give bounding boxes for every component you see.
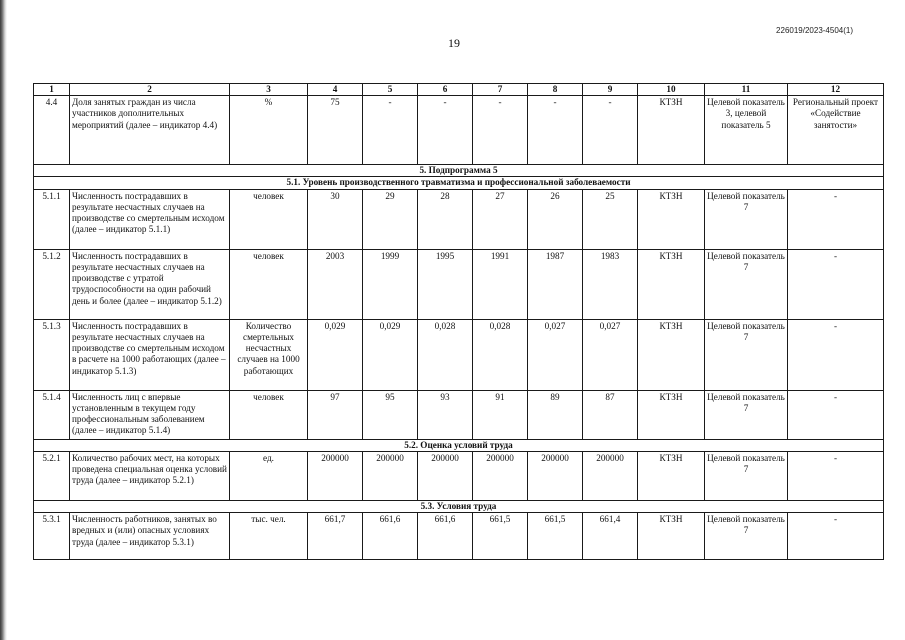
row-number: 4.4 <box>34 96 70 165</box>
unit: Количество смертельных несчастных случаев на 1000 работающих <box>230 319 308 390</box>
value-col-4: 75 <box>308 96 363 165</box>
value-col-9: 25 <box>583 189 638 249</box>
unit: человек <box>230 189 308 249</box>
value-col-4: 200000 <box>308 451 363 500</box>
value-col-9: 200000 <box>583 451 638 500</box>
unit: человек <box>230 390 308 439</box>
value-col-9: 661,4 <box>583 513 638 560</box>
value-col-6: 28 <box>418 189 473 249</box>
value-col-5: 29 <box>363 189 418 249</box>
regional-project: - <box>788 451 884 500</box>
value-col-8: 200000 <box>528 451 583 500</box>
col-header-5: 5 <box>363 84 418 96</box>
col-header-7: 7 <box>473 84 528 96</box>
responsible: КТЗН <box>638 451 705 500</box>
value-col-5: 0,029 <box>363 319 418 390</box>
responsible: КТЗН <box>638 96 705 165</box>
col-header-6: 6 <box>418 84 473 96</box>
value-col-4: 2003 <box>308 249 363 319</box>
indicators-table <box>33 83 884 560</box>
table-row-5-1-1 <box>34 189 884 249</box>
page-number: 19 <box>448 36 460 50</box>
target-indicator: Целевой показатель 7 <box>705 513 788 560</box>
value-col-7: 1991 <box>473 249 528 319</box>
col-header-4: 4 <box>308 84 363 96</box>
row-number: 5.1.4 <box>34 390 70 439</box>
section-row-5-1 <box>34 177 884 189</box>
indicator-name: Численность лиц с впервые установленным в текущем году профессиональным заболеванием (далее – индикатор 5.1.4) <box>70 390 230 439</box>
section-title: 5.1. Уровень производственного травматизма и профессиональной заболеваемости <box>34 177 884 189</box>
target-indicator: Целевой показатель 7 <box>705 390 788 439</box>
value-col-5: - <box>363 96 418 165</box>
value-col-7: - <box>473 96 528 165</box>
value-col-7: 200000 <box>473 451 528 500</box>
value-col-6: 661,6 <box>418 513 473 560</box>
responsible: КТЗН <box>638 189 705 249</box>
section-title: 5.2. Оценка условий труда <box>34 439 884 451</box>
value-col-5: 200000 <box>363 451 418 500</box>
value-col-9: 87 <box>583 390 638 439</box>
value-col-4: 97 <box>308 390 363 439</box>
value-col-9: - <box>583 96 638 165</box>
table-row-5-1-2 <box>34 249 884 319</box>
responsible: КТЗН <box>638 390 705 439</box>
value-col-8: 89 <box>528 390 583 439</box>
value-col-5: 661,6 <box>363 513 418 560</box>
col-header-12: 12 <box>788 84 884 96</box>
responsible: КТЗН <box>638 319 705 390</box>
value-col-8: 0,027 <box>528 319 583 390</box>
value-col-7: 91 <box>473 390 528 439</box>
row-number: 5.2.1 <box>34 451 70 500</box>
value-col-7: 0,028 <box>473 319 528 390</box>
value-col-8: - <box>528 96 583 165</box>
target-indicator: Целевой показатель 7 <box>705 249 788 319</box>
value-col-8: 1987 <box>528 249 583 319</box>
scan-edge-shadow <box>0 0 7 640</box>
responsible: КТЗН <box>638 513 705 560</box>
indicator-name: Количество рабочих мест, на которых проведена специальная оценка условий труда (далее – индикатор 5.2.1) <box>70 451 230 500</box>
col-header-11: 11 <box>705 84 788 96</box>
col-header-1: 1 <box>34 84 70 96</box>
value-col-9: 0,027 <box>583 319 638 390</box>
target-indicator: Целевой показатель 3, целевой показатель 5 <box>705 96 788 165</box>
section-row-5-3 <box>34 500 884 512</box>
indicator-name: Численность пострадавших в результате несчастных случаев на производстве со смертельным исходом в расчете на 1000 работающих (далее – индикатор 5.1.3) <box>70 319 230 390</box>
table-row-5-3-1 <box>34 513 884 560</box>
unit: ед. <box>230 451 308 500</box>
value-col-6: 200000 <box>418 451 473 500</box>
regional-project: Региональный проект «Содействие занятости» <box>788 96 884 165</box>
value-col-4: 30 <box>308 189 363 249</box>
indicator-name: Численность работников, занятых во вредных и (или) опасных условиях труда (далее – индикатор 5.3.1) <box>70 513 230 560</box>
row-number: 5.1.2 <box>34 249 70 319</box>
col-header-9: 9 <box>583 84 638 96</box>
value-col-6: 0,028 <box>418 319 473 390</box>
target-indicator: Целевой показатель 7 <box>705 451 788 500</box>
document-registration-number: 226019/2023-4504(1) <box>776 26 853 35</box>
indicator-name: Численность пострадавших в результате несчастных случаев на производстве со смертельным исходом (далее – индикатор 5.1.1) <box>70 189 230 249</box>
row-number: 5.1.1 <box>34 189 70 249</box>
value-col-8: 661,5 <box>528 513 583 560</box>
table-row-5-1-4 <box>34 390 884 439</box>
row-number: 5.3.1 <box>34 513 70 560</box>
row-number: 5.1.3 <box>34 319 70 390</box>
section-title: 5. Подпрограмма 5 <box>34 165 884 177</box>
table-row-5-1-3 <box>34 319 884 390</box>
value-col-7: 27 <box>473 189 528 249</box>
value-col-6: 93 <box>418 390 473 439</box>
section-row-5-2 <box>34 439 884 451</box>
value-col-9: 1983 <box>583 249 638 319</box>
table-row-5-2-1 <box>34 451 884 500</box>
regional-project: - <box>788 390 884 439</box>
col-header-10: 10 <box>638 84 705 96</box>
col-header-3: 3 <box>230 84 308 96</box>
col-header-8: 8 <box>528 84 583 96</box>
value-col-6: - <box>418 96 473 165</box>
regional-project: - <box>788 189 884 249</box>
section-title: 5.3. Условия труда <box>34 500 884 512</box>
value-col-4: 661,7 <box>308 513 363 560</box>
column-number-row <box>34 84 884 96</box>
responsible: КТЗН <box>638 249 705 319</box>
target-indicator: Целевой показатель 7 <box>705 319 788 390</box>
regional-project: - <box>788 249 884 319</box>
indicator-name: Доля занятых граждан из числа участников дополнительных мероприятий (далее – индикатор 4.4) <box>70 96 230 165</box>
unit: % <box>230 96 308 165</box>
indicator-name: Численность пострадавших в результате несчастных случаев на производстве с утратой трудоспособности на один рабочий день и более (далее – индикатор 5.1.2) <box>70 249 230 319</box>
regional-project: - <box>788 319 884 390</box>
target-indicator: Целевой показатель 7 <box>705 189 788 249</box>
section-row-subprogram-5 <box>34 165 884 177</box>
col-header-2: 2 <box>70 84 230 96</box>
value-col-7: 661,5 <box>473 513 528 560</box>
value-col-6: 1995 <box>418 249 473 319</box>
value-col-8: 26 <box>528 189 583 249</box>
value-col-4: 0,029 <box>308 319 363 390</box>
unit: тыс. чел. <box>230 513 308 560</box>
value-col-5: 95 <box>363 390 418 439</box>
value-col-5: 1999 <box>363 249 418 319</box>
table-row-4-4 <box>34 96 884 165</box>
unit: человек <box>230 249 308 319</box>
regional-project: - <box>788 513 884 560</box>
